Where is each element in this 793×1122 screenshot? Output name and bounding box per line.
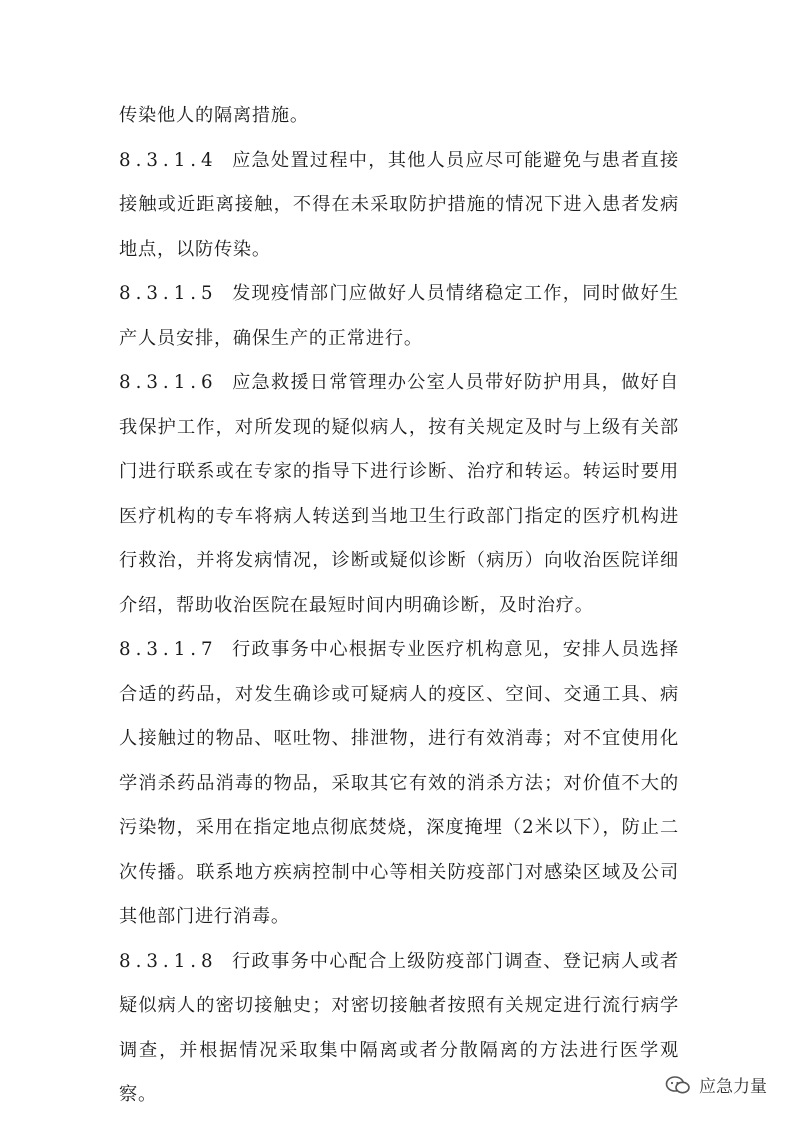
wechat-channel-icon [665,1075,691,1095]
paragraph-text: 传染他人的隔离措施。 [119,105,309,126]
document-body [119,94,679,1118]
clause-8-3-1-4 [119,139,679,273]
clause-8-3-1-6 [119,361,679,628]
paragraph-continuation [119,94,679,139]
clause-8-3-1-7 [119,628,679,940]
clause-8-3-1-8 [119,940,679,1118]
clause-text: 应急救援日常管理办公室人员带好防护用具，做好自我保护工作，对所发现的疑似病人，按有关规定及时与上级有关部门进行联系或在专家的指导下进行诊断、治疗和转运。转运时要用医疗机构的专车将病人转送到当地卫生行政部门指定的医疗机构进行救治，并将发病情况，诊断或疑似诊断（病历）向收治医院详细介绍，帮助收治医院在最短时间内明确诊断，及时治疗。 [119,372,679,616]
clause-number: 8.3.1.4 [119,149,218,171]
clause-number: 8.3.1.5 [119,283,218,304]
clause-number: 8.3.1.8 [119,950,218,972]
clause-number: 8.3.1.6 [119,372,218,393]
clause-text: 发现疫情部门应做好人员情绪稳定工作，同时做好生产人员安排，确保生产的正常进行。 [119,283,679,349]
clause-8-3-1-5 [119,272,679,361]
clause-text: 行政事务中心根据专业医疗机构意见，安排人员选择合适的药品，对发生确诊或可疑病人的疫区、空间、交通工具、病人接触过的物品、呕吐物、排泄物，进行有效消毒；对不宜使用化学消杀药品消毒的物品，采取其它有效的消杀方法；对价值不大的污染物，采用在指定地点彻底焚烧，深度掩埋（2米以下），防止二次传播。联系地方疾病控制中心等相关防疫部门对感染区域及公司其他部门进行消毒。 [119,639,679,927]
source-watermark [665,1072,767,1097]
clause-text: 行政事务中心配合上级防疫部门调查、登记病人或者疑似病人的密切接触史；对密切接触者按照有关规定进行流行病学调查，并根据情况采取集中隔离或者分散隔离的方法进行医学观察。 [119,950,679,1105]
clause-number: 8.3.1.7 [119,639,218,660]
watermark-text: 应急力量 [699,1077,767,1097]
clause-text: 应急处置过程中，其他人员应尽可能避免与患者直接接触或近距离接触，不得在未采取防护措施的情况下进入患者发病地点，以防传染。 [119,149,679,260]
